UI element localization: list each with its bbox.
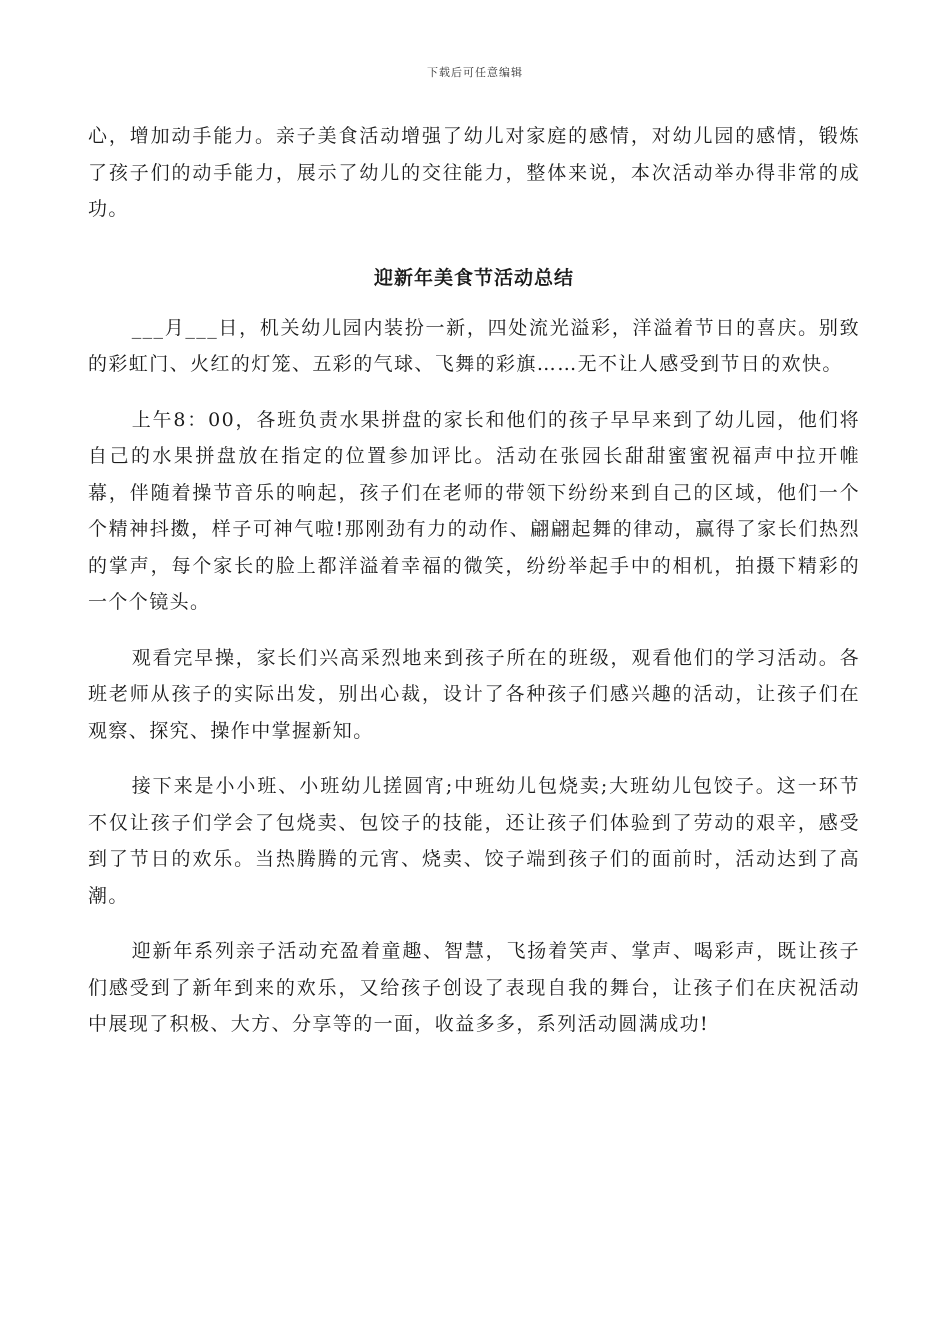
document-body — [88, 118, 860, 1043]
paragraph-conclusion: 迎新年系列亲子活动充盈着童趣、智慧，飞扬着笑声、掌声、喝彩声，既让孩子们感受到了新年到来的欢乐，又给孩子创设了表现自我的舞台，让孩子们在庆祝活动中展现了积极、大方、分享等的一面，收益多多，系列活动圆满成功! — [88, 940, 860, 1035]
intro-paragraph: 心，增加动手能力。亲子美食活动增强了幼儿对家庭的感情，对幼儿园的感情，锻炼了孩子们的动手能力，展示了幼儿的交往能力，整体来说，本次活动举办得非常的成功。 — [88, 125, 860, 220]
paragraph-classroom: 观看完早操，家长们兴高采烈地来到孩子所在的班级，观看他们的学习活动。各班老师从孩子的实际出发，别出心裁，设计了各种孩子们感兴趣的活动，让孩子们在观察、探究、操作中掌握新知。 — [88, 646, 860, 742]
paragraph-morning: 上午8：00，各班负责水果拼盘的家长和他们的孩子早早来到了幼儿园，他们将自己的水果拼盘放在指定的位置参加评比。活动在张园长甜甜蜜蜜祝福声中拉开帷幕，伴随着操节音乐的响起，孩子们在老师的带领下纷纷来到自己的区域，他们一个个精神抖擞，样子可神气啦!那刚劲有力的动作、翩翩起舞的律动，赢得了家长们热烈的掌声，每个家长的脸上都洋溢着幸福的微笑，纷纷举起手中的相机，拍摄下精彩的一个个镜头。 — [88, 408, 860, 613]
paragraph-cooking: 接下来是小小班、小班幼儿搓圆宵;中班幼儿包烧卖;大班幼儿包饺子。这一环节不仅让孩子们学会了包烧卖、包饺子的技能，还让孩子们体验到了劳动的艰辛，感受到了节日的欢乐。当热腾腾的元宵、烧卖、饺子端到孩子们的面前时，活动达到了高潮。 — [88, 775, 860, 907]
document-title: 迎新年美食节活动总结 — [373, 266, 574, 289]
header-note: 下载后可任意编辑 — [427, 66, 523, 79]
paragraph-date: ___月___日，机关幼儿园内装扮一新，四处流光溢彩，洋溢着节日的喜庆。别致的彩虹门、火红的灯笼、五彩的气球、飞舞的彩旗……无不让人感受到节日的欢快。 — [88, 316, 860, 375]
